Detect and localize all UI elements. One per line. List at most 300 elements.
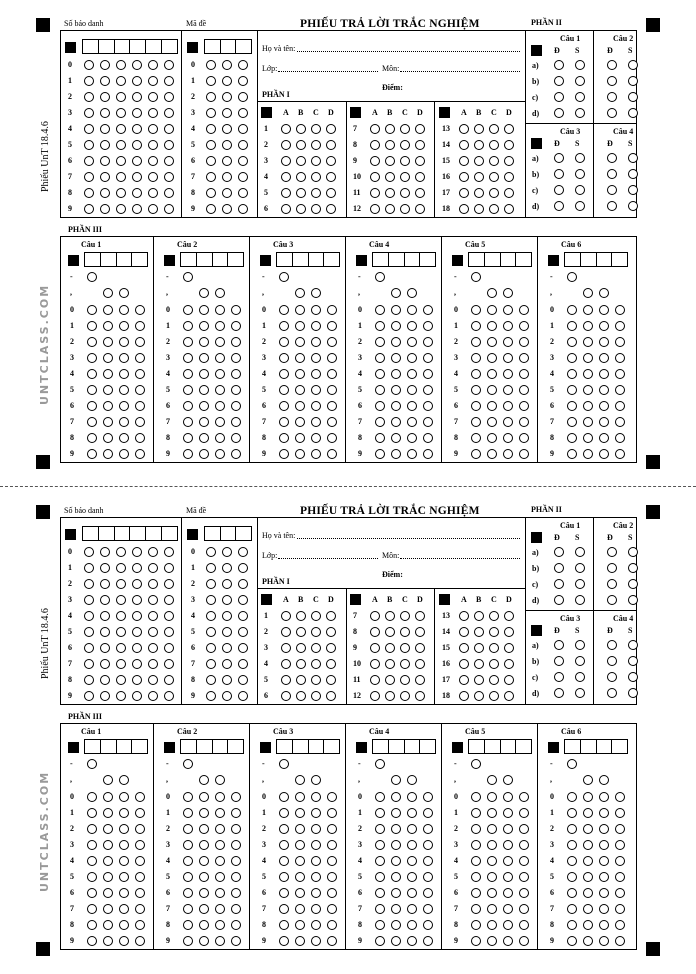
part1-bubble[interactable] [489,643,499,653]
part1-bubble[interactable] [400,675,410,685]
part3-bubble[interactable] [487,872,497,882]
part1-bubble[interactable] [296,172,306,182]
part1-bubble[interactable] [311,140,321,150]
part3-bubble[interactable] [135,305,145,315]
sign-bubble[interactable] [471,272,481,282]
tf-bubble[interactable] [607,656,617,666]
part3-bubble[interactable] [391,401,401,411]
part3-bubble[interactable] [183,808,193,818]
part3-bubble[interactable] [407,321,417,331]
part3-bubble[interactable] [503,385,513,395]
part3-bubble[interactable] [295,808,305,818]
part3-bubble[interactable] [407,353,417,363]
write-cell[interactable] [132,740,147,753]
write-cell[interactable] [197,740,213,753]
sbd-bubble[interactable] [132,563,142,573]
sbd-bubble[interactable] [164,60,174,70]
tf-bubble[interactable] [607,153,617,163]
part3-bubble[interactable] [615,824,625,834]
part3-input[interactable] [276,252,340,267]
made-bubble[interactable] [222,563,232,573]
made-bubble[interactable] [206,204,216,214]
part3-bubble[interactable] [471,888,481,898]
part1-bubble[interactable] [415,188,425,198]
sbd-bubble[interactable] [100,108,110,118]
part3-bubble[interactable] [503,337,513,347]
sbd-bubble[interactable] [164,627,174,637]
part3-bubble[interactable] [487,792,497,802]
part3-bubble[interactable] [615,369,625,379]
sbd-bubble[interactable] [132,60,142,70]
tf-bubble[interactable] [554,547,564,557]
part3-bubble[interactable] [391,856,401,866]
sbd-bubble[interactable] [164,188,174,198]
part1-bubble[interactable] [385,156,395,166]
part3-bubble[interactable] [103,888,113,898]
sbd-bubble[interactable] [100,156,110,166]
made-bubble[interactable] [206,595,216,605]
tf-bubble[interactable] [554,579,564,589]
part3-bubble[interactable] [119,904,129,914]
part1-bubble[interactable] [370,188,380,198]
part3-bubble[interactable] [119,449,129,459]
part3-bubble[interactable] [471,353,481,363]
sbd-bubble[interactable] [84,156,94,166]
write-cell[interactable] [293,740,309,753]
tf-bubble[interactable] [575,688,585,698]
write-cell[interactable] [236,527,251,540]
made-bubble[interactable] [238,188,248,198]
tf-bubble[interactable] [607,672,617,682]
part3-bubble[interactable] [327,824,337,834]
made-bubble[interactable] [238,691,248,701]
part3-bubble[interactable] [87,401,97,411]
part3-bubble[interactable] [279,920,289,930]
part3-bubble[interactable] [503,824,513,834]
part3-bubble[interactable] [391,808,401,818]
part1-bubble[interactable] [459,627,469,637]
sbd-bubble[interactable] [132,675,142,685]
part3-bubble[interactable] [327,433,337,443]
part1-bubble[interactable] [281,675,291,685]
tf-bubble[interactable] [607,563,617,573]
sbd-bubble[interactable] [164,691,174,701]
part3-bubble[interactable] [311,808,321,818]
part3-bubble[interactable] [471,337,481,347]
part3-bubble[interactable] [231,433,241,443]
sbd-bubble[interactable] [116,611,126,621]
part1-bubble[interactable] [474,188,484,198]
part3-bubble[interactable] [135,433,145,443]
sbd-bubble[interactable] [132,627,142,637]
tf-bubble[interactable] [575,76,585,86]
sbd-bubble[interactable] [148,60,158,70]
sbd-bubble[interactable] [164,156,174,166]
part3-bubble[interactable] [407,824,417,834]
part3-bubble[interactable] [199,353,209,363]
part1-bubble[interactable] [400,172,410,182]
write-cell[interactable] [162,527,177,540]
part3-bubble[interactable] [311,417,321,427]
write-cell[interactable] [324,253,339,266]
part1-bubble[interactable] [459,643,469,653]
part3-bubble[interactable] [327,417,337,427]
part3-bubble[interactable] [119,417,129,427]
part3-bubble[interactable] [519,824,529,834]
write-cell[interactable] [117,740,133,753]
part1-bubble[interactable] [311,691,321,701]
part3-bubble[interactable] [135,449,145,459]
part3-bubble[interactable] [423,920,433,930]
made-bubble[interactable] [206,643,216,653]
part1-bubble[interactable] [370,659,380,669]
sbd-bubble[interactable] [100,124,110,134]
part3-bubble[interactable] [103,872,113,882]
write-cell[interactable] [277,253,293,266]
part3-bubble[interactable] [279,856,289,866]
comma-bubble[interactable] [119,775,129,785]
part3-bubble[interactable] [119,888,129,898]
part3-bubble[interactable] [503,449,513,459]
part3-bubble[interactable] [519,321,529,331]
part3-bubble[interactable] [311,401,321,411]
sbd-bubble[interactable] [116,547,126,557]
part3-bubble[interactable] [407,888,417,898]
part1-bubble[interactable] [311,611,321,621]
part3-bubble[interactable] [583,433,593,443]
part3-bubble[interactable] [567,369,577,379]
sbd-bubble[interactable] [132,172,142,182]
part3-bubble[interactable] [311,337,321,347]
part3-bubble[interactable] [135,872,145,882]
part3-bubble[interactable] [615,321,625,331]
sbd-bubble[interactable] [84,547,94,557]
part1-bubble[interactable] [504,675,514,685]
part3-bubble[interactable] [295,840,305,850]
sbd-bubble[interactable] [84,124,94,134]
sbd-bubble[interactable] [164,108,174,118]
part3-bubble[interactable] [503,369,513,379]
part3-bubble[interactable] [375,936,385,946]
part3-bubble[interactable] [615,337,625,347]
made-bubble[interactable] [222,92,232,102]
part3-bubble[interactable] [615,401,625,411]
part1-bubble[interactable] [370,204,380,214]
part3-bubble[interactable] [567,401,577,411]
part3-bubble[interactable] [567,305,577,315]
part1-bubble[interactable] [415,675,425,685]
part3-bubble[interactable] [119,337,129,347]
made-bubble[interactable] [238,675,248,685]
tf-bubble[interactable] [607,108,617,118]
part1-bubble[interactable] [370,140,380,150]
part3-bubble[interactable] [407,936,417,946]
part3-bubble[interactable] [231,920,241,930]
write-cell[interactable] [597,740,613,753]
part3-bubble[interactable] [199,920,209,930]
write-cell[interactable] [132,253,147,266]
tf-bubble[interactable] [628,640,638,650]
part3-bubble[interactable] [423,808,433,818]
part3-bubble[interactable] [519,872,529,882]
part3-bubble[interactable] [503,840,513,850]
made-bubble[interactable] [206,156,216,166]
part3-bubble[interactable] [199,385,209,395]
part1-bubble[interactable] [415,627,425,637]
comma-bubble[interactable] [215,775,225,785]
part3-bubble[interactable] [567,433,577,443]
sbd-bubble[interactable] [116,659,126,669]
part3-bubble[interactable] [103,385,113,395]
part1-bubble[interactable] [281,140,291,150]
part3-bubble[interactable] [119,385,129,395]
part1-bubble[interactable] [489,188,499,198]
part3-bubble[interactable] [391,888,401,898]
part3-bubble[interactable] [583,872,593,882]
sbd-bubble[interactable] [84,563,94,573]
sbd-bubble[interactable] [84,611,94,621]
part1-bubble[interactable] [370,124,380,134]
part1-bubble[interactable] [415,204,425,214]
part3-bubble[interactable] [487,337,497,347]
part3-bubble[interactable] [407,369,417,379]
sbd-bubble[interactable] [132,140,142,150]
made-bubble[interactable] [222,675,232,685]
part3-bubble[interactable] [215,856,225,866]
write-cell[interactable] [85,740,101,753]
part3-bubble[interactable] [423,856,433,866]
sbd-bubble[interactable] [84,108,94,118]
part3-bubble[interactable] [327,904,337,914]
write-cell[interactable] [516,740,531,753]
part1-bubble[interactable] [459,691,469,701]
made-bubble[interactable] [238,156,248,166]
sbd-bubble[interactable] [164,611,174,621]
part3-bubble[interactable] [215,808,225,818]
part3-input[interactable] [468,252,532,267]
part3-bubble[interactable] [471,840,481,850]
made-bubble[interactable] [222,579,232,589]
part3-bubble[interactable] [183,321,193,331]
made-bubble[interactable] [238,579,248,589]
part3-bubble[interactable] [487,920,497,930]
part3-bubble[interactable] [567,353,577,363]
part3-bubble[interactable] [295,417,305,427]
part3-bubble[interactable] [295,385,305,395]
part3-bubble[interactable] [583,369,593,379]
sbd-bubble[interactable] [100,547,110,557]
part3-bubble[interactable] [295,449,305,459]
part3-input[interactable] [468,739,532,754]
part3-bubble[interactable] [87,920,97,930]
sbd-bubble[interactable] [132,124,142,134]
part1-bubble[interactable] [370,691,380,701]
sbd-bubble[interactable] [116,60,126,70]
part3-bubble[interactable] [183,824,193,834]
part1-bubble[interactable] [489,172,499,182]
tf-bubble[interactable] [554,153,564,163]
part3-bubble[interactable] [87,936,97,946]
part3-bubble[interactable] [87,888,97,898]
part3-bubble[interactable] [407,337,417,347]
write-cell[interactable] [99,527,115,540]
part1-bubble[interactable] [474,691,484,701]
tf-bubble[interactable] [628,656,638,666]
comma-bubble[interactable] [199,775,209,785]
part3-bubble[interactable] [215,385,225,395]
part3-bubble[interactable] [519,385,529,395]
sbd-bubble[interactable] [100,579,110,589]
part3-bubble[interactable] [407,872,417,882]
write-cell[interactable] [213,253,229,266]
part1-bubble[interactable] [326,188,336,198]
part3-bubble[interactable] [471,433,481,443]
write-cell[interactable] [146,527,162,540]
part3-bubble[interactable] [407,920,417,930]
part3-bubble[interactable] [423,904,433,914]
part1-bubble[interactable] [459,611,469,621]
part3-bubble[interactable] [583,305,593,315]
part3-bubble[interactable] [583,449,593,459]
made-bubble[interactable] [238,611,248,621]
tf-bubble[interactable] [607,688,617,698]
part3-bubble[interactable] [583,856,593,866]
tf-bubble[interactable] [628,201,638,211]
sbd-bubble[interactable] [116,140,126,150]
write-cell[interactable] [565,740,581,753]
part3-bubble[interactable] [311,920,321,930]
part3-bubble[interactable] [327,321,337,331]
tf-bubble[interactable] [607,92,617,102]
made-bubble[interactable] [238,76,248,86]
part3-bubble[interactable] [119,321,129,331]
part1-bubble[interactable] [489,659,499,669]
part3-bubble[interactable] [295,888,305,898]
sbd-bubble[interactable] [116,76,126,86]
part3-bubble[interactable] [295,369,305,379]
part1-bubble[interactable] [504,172,514,182]
part3-bubble[interactable] [423,449,433,459]
part3-bubble[interactable] [423,353,433,363]
write-cell[interactable] [205,40,221,53]
part1-bubble[interactable] [326,643,336,653]
part3-bubble[interactable] [599,401,609,411]
part3-bubble[interactable] [375,872,385,882]
part3-bubble[interactable] [119,856,129,866]
sbd-bubble[interactable] [148,547,158,557]
write-cell[interactable] [581,253,597,266]
part3-bubble[interactable] [135,808,145,818]
sbd-bubble[interactable] [148,611,158,621]
part3-bubble[interactable] [215,792,225,802]
part3-bubble[interactable] [327,792,337,802]
sbd-bubble[interactable] [100,92,110,102]
tf-bubble[interactable] [575,153,585,163]
sbd-bubble[interactable] [148,563,158,573]
part3-bubble[interactable] [503,856,513,866]
part3-bubble[interactable] [407,417,417,427]
part3-bubble[interactable] [423,433,433,443]
made-bubble[interactable] [206,659,216,669]
write-cell[interactable] [130,527,146,540]
part3-bubble[interactable] [567,856,577,866]
part3-bubble[interactable] [375,385,385,395]
sbd-bubble[interactable] [116,172,126,182]
part3-bubble[interactable] [183,888,193,898]
part3-bubble[interactable] [519,792,529,802]
part3-bubble[interactable] [503,808,513,818]
part3-bubble[interactable] [119,305,129,315]
part3-bubble[interactable] [135,401,145,411]
part1-bubble[interactable] [326,659,336,669]
made-bubble[interactable] [222,140,232,150]
part3-bubble[interactable] [519,353,529,363]
tf-bubble[interactable] [554,563,564,573]
part3-bubble[interactable] [103,824,113,834]
mon-field[interactable] [400,558,520,559]
part1-bubble[interactable] [311,156,321,166]
sbd-bubble[interactable] [84,579,94,589]
comma-bubble[interactable] [199,288,209,298]
part3-bubble[interactable] [103,321,113,331]
part3-bubble[interactable] [231,808,241,818]
made-bubble[interactable] [222,547,232,557]
sbd-bubble[interactable] [84,659,94,669]
part1-bubble[interactable] [326,691,336,701]
part3-bubble[interactable] [87,337,97,347]
part3-bubble[interactable] [311,888,321,898]
tf-bubble[interactable] [554,656,564,666]
part1-bubble[interactable] [400,140,410,150]
part3-bubble[interactable] [471,369,481,379]
comma-bubble[interactable] [599,775,609,785]
part1-bubble[interactable] [296,611,306,621]
write-cell[interactable] [115,527,131,540]
sbd-bubble[interactable] [164,124,174,134]
part1-bubble[interactable] [459,172,469,182]
part3-bubble[interactable] [407,401,417,411]
part3-bubble[interactable] [199,417,209,427]
part1-bubble[interactable] [370,611,380,621]
sbd-bubble[interactable] [148,172,158,182]
part3-bubble[interactable] [615,936,625,946]
part3-bubble[interactable] [199,808,209,818]
part3-bubble[interactable] [391,920,401,930]
sign-bubble[interactable] [183,272,193,282]
part3-bubble[interactable] [503,433,513,443]
part3-bubble[interactable] [423,872,433,882]
sbd-bubble[interactable] [132,204,142,214]
part1-bubble[interactable] [385,691,395,701]
part3-bubble[interactable] [87,369,97,379]
comma-bubble[interactable] [215,288,225,298]
part3-bubble[interactable] [279,337,289,347]
part3-bubble[interactable] [215,888,225,898]
part3-bubble[interactable] [391,872,401,882]
comma-bubble[interactable] [119,288,129,298]
part3-bubble[interactable] [231,449,241,459]
part1-bubble[interactable] [400,204,410,214]
part3-bubble[interactable] [471,417,481,427]
part3-bubble[interactable] [519,936,529,946]
part3-bubble[interactable] [471,321,481,331]
part1-bubble[interactable] [311,627,321,637]
part3-bubble[interactable] [487,449,497,459]
write-cell[interactable] [485,253,501,266]
part3-bubble[interactable] [567,385,577,395]
part3-bubble[interactable] [375,417,385,427]
part3-bubble[interactable] [327,401,337,411]
